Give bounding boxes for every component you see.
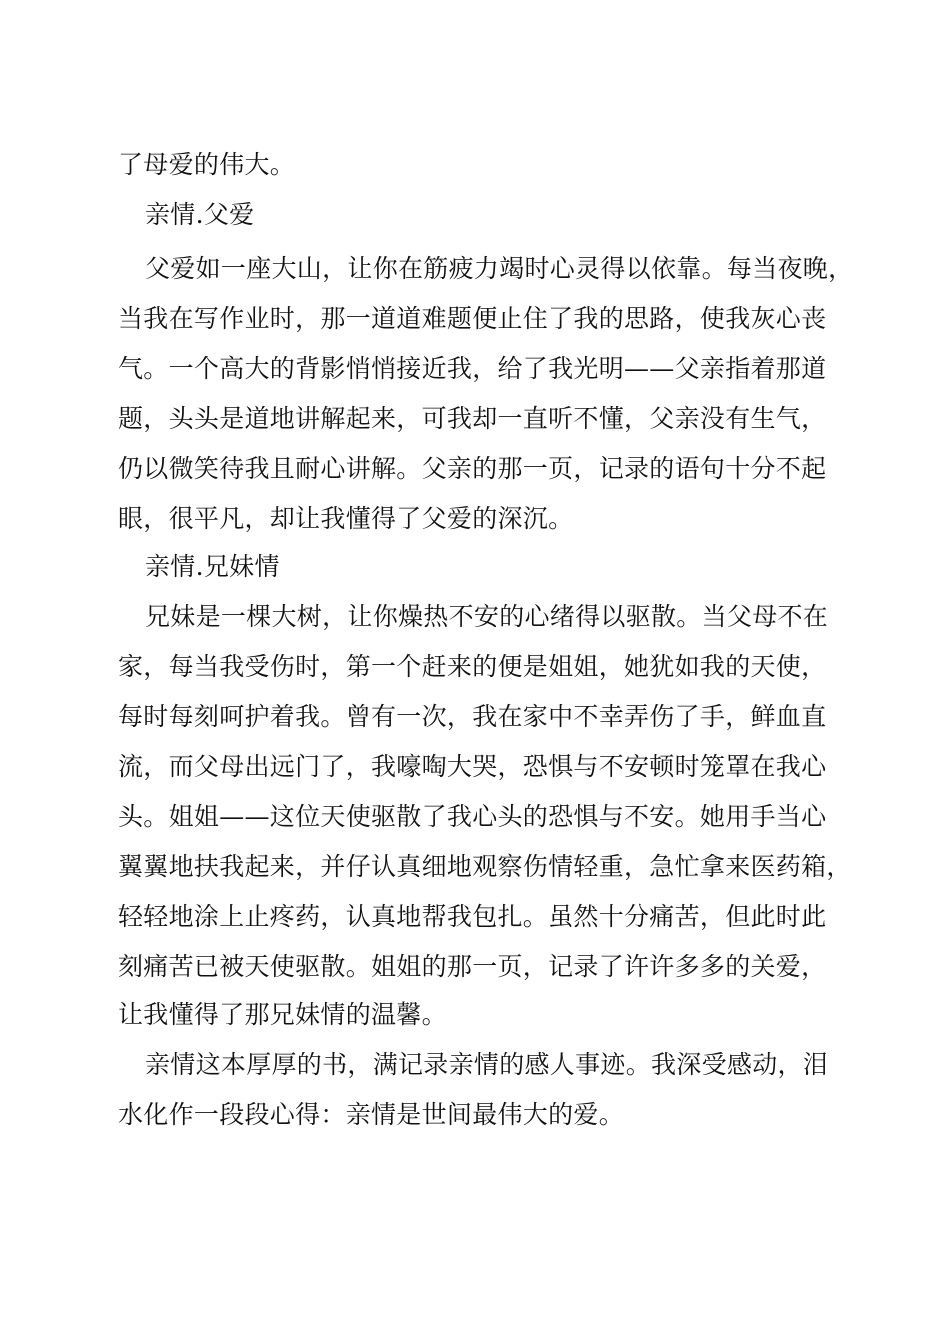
paragraph-line: 每时每刻呵护着我。曾有一次，我在家中不幸弄伤了手，鲜血直 [118,702,827,731]
paragraph-line: 水化作一段段心得：亲情是世间最伟大的爱。 [118,1100,625,1129]
paragraph-line: 兄妹是一棵大树，让你燥热不安的心绪得以驱散。当父母不在 [145,602,829,631]
text-line: 了母爱的伟大。 [118,150,296,179]
paragraph-line: 刻痛苦已被天使驱散。姐姐的那一页，记录了许许多多的关爱， [118,952,827,981]
paragraph-line: 家，每当我受伤时，第一个赶来的便是姐姐，她犹如我的天使， [118,652,827,681]
paragraph-line: 气。一个高大的背影悄悄接近我，给了我光明——父亲指着那道 [118,354,827,383]
paragraph-line: 亲情这本厚厚的书，满记录亲情的感人事迹。我深受感动，泪 [145,1050,829,1079]
paragraph-line: 让我懂得了那兄妹情的温馨。 [118,1000,447,1029]
paragraph-line: 仍以微笑待我且耐心讲解。父亲的那一页，记录的语句十分不起 [118,454,827,483]
paragraph-line: 流，而父母出远门了，我嚎啕大哭，恐惧与不安顿时笼罩在我心 [118,752,827,781]
paragraph-line: 头。姐姐——这位天使驱散了我心头的恐惧与不安。她用手当心 [118,802,827,831]
paragraph-line: 父爱如一座大山，让你在筋疲力竭时心灵得以依靠。每当夜晚， [145,254,854,283]
paragraph-line: 轻轻地涂上止疼药，认真地帮我包扎。虽然十分痛苦，但此时此 [118,902,827,931]
paragraph-line: 眼，很平凡，却让我懂得了父爱的深沉。 [118,504,574,533]
paragraph-line: 当我在写作业时，那一道道难题便止住了我的思路，使我灰心丧 [118,304,827,333]
paragraph-line: 题，头头是道地讲解起来，可我却一直听不懂，父亲没有生气， [118,404,827,433]
section-heading-siblings: 亲情.兄妹情 [145,552,280,581]
section-heading-father: 亲情.父爱 [145,200,255,229]
paragraph-line: 翼翼地扶我起来，并仔认真细地观察伤情轻重，急忙拿来医药箱， [118,852,852,881]
